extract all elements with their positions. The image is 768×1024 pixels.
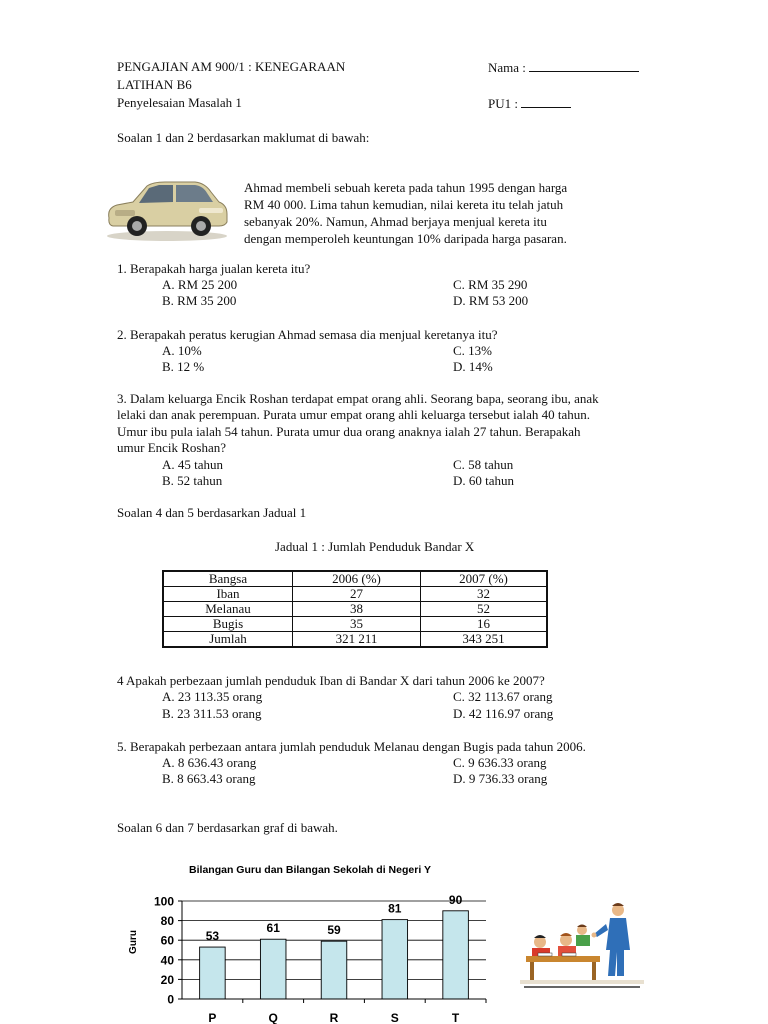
intro-q4-5: Soalan 4 dan 5 berdasarkan Jadual 1 xyxy=(117,505,307,520)
chart-title: Bilangan Guru dan Bilangan Sekolah di Negeri Y xyxy=(189,864,431,876)
intro-q6-7: Soalan 6 dan 7 berdasarkan graf di bawah. xyxy=(117,820,338,835)
chart-data-label: 81 xyxy=(388,901,402,916)
table-cell: Melanau xyxy=(163,602,293,617)
pu-field xyxy=(488,95,571,112)
table-header-cell: 2006 (%) xyxy=(293,571,421,587)
chart-x-tick-label: T xyxy=(451,1011,460,1024)
name-label: Nama : xyxy=(488,60,526,75)
chart-y-ticks xyxy=(154,895,182,1007)
table-cell: 27 xyxy=(293,587,421,602)
q1-option-b: B. RM 35 200 xyxy=(162,293,237,308)
table-row xyxy=(163,617,547,632)
chart-bar xyxy=(200,947,226,999)
q5-option-c: C. 9 636.33 orang xyxy=(453,755,547,770)
chart-bar xyxy=(321,941,347,999)
table-cell: 16 xyxy=(421,617,548,632)
table-cell: 343 251 xyxy=(421,632,548,648)
intro-q1-2: Soalan 1 dan 2 berdasarkan maklumat di bawah: xyxy=(117,130,370,145)
question-4: 4 Apakah perbezaan jumlah penduduk Iban di Bandar X dari tahun 2006 ke 2007? xyxy=(117,673,545,688)
passage-line: Ahmad membeli sebuah kereta pada tahun 1995 dengan harga xyxy=(244,180,568,195)
q1-option-a: A. RM 25 200 xyxy=(162,277,238,292)
name-blank xyxy=(529,59,639,72)
q3-option-a: A. 45 tahun xyxy=(162,457,224,472)
q3-option-d: D. 60 tahun xyxy=(453,473,515,488)
passage-line: dengan memperoleh keuntungan 10% daripada harga pasaran. xyxy=(244,231,567,246)
chart-data-labels xyxy=(206,893,463,943)
passage xyxy=(244,179,567,247)
q2-option-a: A. 10% xyxy=(162,343,202,358)
chart-x-tick-label: P xyxy=(208,1011,217,1024)
chart-y-tick-label: 60 xyxy=(160,933,174,948)
q5-option-d: D. 9 736.33 orang xyxy=(453,771,548,786)
table-row-total xyxy=(163,632,547,648)
chart-x-tick-label: Q xyxy=(268,1011,278,1024)
table-cell: 321 211 xyxy=(293,632,421,648)
q4-option-c: C. 32 113.67 orang xyxy=(453,689,553,704)
population-table xyxy=(162,570,548,648)
q3-option-c: C. 58 tahun xyxy=(453,457,514,472)
q5-option-b: B. 8 663.43 orang xyxy=(162,771,256,786)
classroom-clipart xyxy=(520,900,644,992)
course-title: PENGAJIAN AM 900/1 : KENEGARAAN xyxy=(117,59,346,74)
topic-label: Penyelesaian Masalah 1 xyxy=(117,95,242,110)
exercise-label: LATIHAN B6 xyxy=(117,77,192,92)
passage-line: sebanyak 20%. Namun, Ahmad berjaya menjual kereta itu xyxy=(244,214,547,229)
chart-bar xyxy=(260,939,286,999)
question-5: 5. Berapakah perbezaan antara jumlah penduduk Melanau dengan Bugis pada tahun 2006. xyxy=(117,739,586,754)
table-header-cell: Bangsa xyxy=(163,571,293,587)
teacher-school-bar-chart xyxy=(120,858,500,1024)
passage-line: RM 40 000. Lima tahun kemudian, nilai kereta itu telah jatuh xyxy=(244,197,564,212)
name-field xyxy=(488,59,639,76)
chart-y-tick-label: 80 xyxy=(160,914,174,929)
q1-option-d: D. RM 53 200 xyxy=(453,293,529,308)
chart-y-tick-label: 20 xyxy=(160,972,174,987)
chart-y-tick-label: 100 xyxy=(153,894,174,909)
chart-y-axis-label: Guru xyxy=(128,930,139,954)
pu-blank xyxy=(521,95,571,108)
table-cell: Bugis xyxy=(163,617,293,632)
chart-x-ticks xyxy=(208,999,486,1024)
q3-option-b: B. 52 tahun xyxy=(162,473,223,488)
table-cell: 35 xyxy=(293,617,421,632)
table-row xyxy=(163,602,547,617)
question-3-line: lelaki dan anak perempuan. Purata umur empat orang ahli keluarga tersebut ialah 40 tahun. xyxy=(117,407,591,422)
table-row xyxy=(163,587,547,602)
chart-data-label: 61 xyxy=(266,921,280,936)
pu-label: PU1 : xyxy=(488,96,518,111)
q2-option-c: C. 13% xyxy=(453,343,492,358)
chart-x-tick-label: S xyxy=(390,1011,399,1024)
chart-x-tick-label: R xyxy=(329,1011,339,1024)
question-2: 2. Berapakah peratus kerugian Ahmad semasa dia menjual keretanya itu? xyxy=(117,327,498,342)
table-header-row xyxy=(163,571,547,587)
q4-option-b: B. 23 311.53 orang xyxy=(162,706,262,721)
chart-data-label: 53 xyxy=(205,929,220,944)
table-cell: 32 xyxy=(421,587,548,602)
chart-y-tick-label: 40 xyxy=(160,953,174,968)
table-cell: 38 xyxy=(293,602,421,617)
chart-bar xyxy=(382,920,408,999)
chart-data-label: 59 xyxy=(327,923,341,938)
table-cell: Jumlah xyxy=(163,632,293,648)
q2-option-d: D. 14% xyxy=(453,359,493,374)
q4-option-d: D. 42 116.97 orang xyxy=(453,706,554,721)
question-3-line: 3. Dalam keluarga Encik Roshan terdapat empat orang ahli. Seorang bapa, seorang ibu, anak xyxy=(117,391,599,406)
q1-option-c: C. RM 35 290 xyxy=(453,277,528,292)
chart-bar xyxy=(443,911,469,999)
question-3-line: Umur ibu pula ialah 54 tahun. Purata umur dua orang anaknya ialah 27 tahun. Berapakah xyxy=(117,424,581,439)
question-3-line: umur Encik Roshan? xyxy=(117,440,227,455)
chart-y-tick-label: 0 xyxy=(167,992,174,1007)
table-caption: Jadual 1 : Jumlah Penduduk Bandar X xyxy=(275,539,475,554)
chart-data-label: 90 xyxy=(448,892,463,907)
q5-option-a: A. 8 636.43 orang xyxy=(162,755,257,770)
car-image xyxy=(103,178,231,242)
table-header-cell: 2007 (%) xyxy=(421,571,548,587)
q4-option-a: A. 23 113.35 orang xyxy=(162,689,263,704)
question-1: 1. Berapakah harga jualan kereta itu? xyxy=(117,261,311,276)
table-cell: 52 xyxy=(421,602,548,617)
q2-option-b: B. 12 % xyxy=(162,359,205,374)
table-cell: Iban xyxy=(163,587,293,602)
